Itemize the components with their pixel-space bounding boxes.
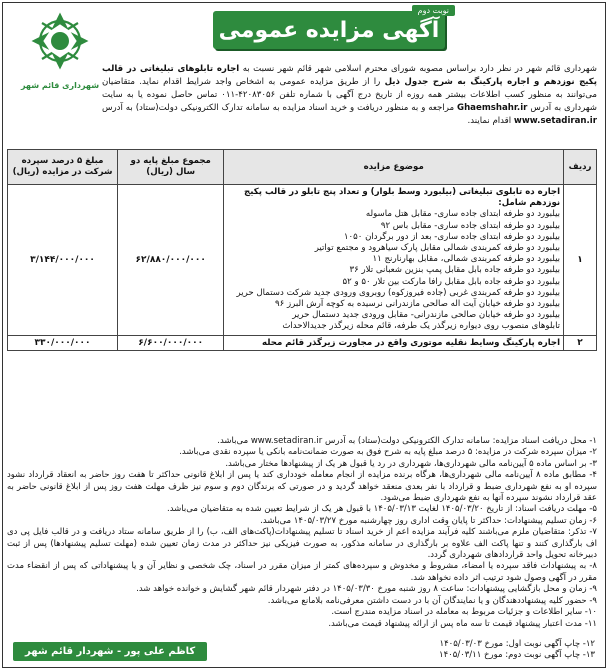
list-item: بیلبورد دو طرفه جاده بابل مقابل پمپ بنزین شعبانی تلار ۳۶: [349, 265, 561, 276]
list-item: ۱- محل دریافت اسناد مزایده: سامانه تدارک الکترونیکی دولت(ستاد) به آدرس www.setadiran.ir می‌باشد.: [217, 436, 597, 446]
list-item: ۵- مهلت دریافت اسناد: از تاریخ ۱۴۰۵/۰۳/۲۰ لغایت ۱۴۰۵/۰۳/۱۳ با قبول هر یک از شرایط تعیین شده به متقاضیان می‌باشد.: [167, 504, 597, 515]
header-subject: موضوع مزایده: [224, 150, 564, 185]
header-deposit: مبلغ ۵ درصد سپرده شرکت در مزایده (ریال): [8, 150, 118, 185]
row-number: ۲: [564, 335, 597, 350]
intro-text-1: شهرداری قائم شهر در نظر دارد براساس مصوبه شورای محترم اسلامی شهر قائم شهر نسبت به: [242, 64, 597, 74]
list-item: ۹- زمان و محل بازگشایی پیشنهادات: ساعت ۸ روز شنبه مورخ ۱۴۰۵/۰۳/۳۰ در دفتر شهردار قائم شهر گشایش و خوانده خواهد شد.: [136, 584, 597, 595]
website-link[interactable]: Ghaemshahr.ir: [457, 103, 528, 113]
list-item: ۶- زمان تسلیم پیشنهادات: حداکثر تا پایان وقت اداری روز چهارشنبه مورخ ۱۴۰۵/۰۳/۲۷ می‌باشد.: [260, 515, 597, 526]
list-item: ۹- حضور کلیه پیشنهاددهندگان و یا نمایندگان آن با در دست داشتن معرفی‌نامه بلامانع می‌باشد.: [267, 595, 597, 606]
list-item: بیلبورد دو طرفه جاده بابل مقابل رافا مارکت بین تلار ۵۰ و ۵۲: [342, 276, 561, 287]
header-row-number: ردیف: [564, 150, 597, 185]
row-subject: [224, 185, 564, 336]
row-number: ۱: [564, 185, 597, 336]
table-row: [8, 185, 597, 336]
auction-table: [7, 149, 597, 351]
row-deposit: ۳۳۰/۰۰۰/۰۰۰: [8, 335, 118, 350]
list-item: بیلبورد دو طرفه خیابان آیت اله صالحی مازندرانی نرسیده به کوچه آرش البرز ۹۶: [275, 299, 561, 310]
list-item: بیلبورد دو طرفه کمربندی شمالی، مقابل بهارنارنج ۱۱: [372, 254, 561, 265]
list-item: بیلبورد دو طرفه کمربندی شمالی مقابل پارک سیاهرود و مجتمع تواتیر: [314, 243, 561, 254]
row-base-amount: ۶۲/۸۸۰/۰۰۰/۰۰۰: [118, 185, 224, 336]
list-item: تابلوهای منصوب روی دیواره زیرگذر یک طرفه، قائم محله زیرگذر جدیدالاحداث: [282, 321, 561, 332]
list-item: بیلبورد دو طرفه کمربندی غربی (جاده فیروزکوه) روبروی ورودی جدید شرکت دستمال حریر: [236, 287, 561, 298]
notes-list: [7, 436, 597, 630]
table-header-row: [8, 150, 597, 185]
intro-bold: اجاره تابلوهای تبلیغاتی در قالب پکیج نوزدهم و اجاره پارکینگ به شرح جدول ذیل: [102, 64, 598, 87]
list-item: ۲- میزان سپرده شرکت در مزایده: ۵ درصد مبلغ پایه به شرح فوق به صورت ضمانت‌نامه بانکی یا سپرده نقدی می‌باشد.: [179, 447, 597, 458]
list-item: بیلبورد دو طرفه ابتدای جاده ساری- مقابل هتل ماسوله: [365, 209, 561, 220]
intro-paragraph: [102, 63, 597, 128]
header-base-amount: مجموع مبلغ پایه دو سال (ریال): [118, 150, 224, 185]
row-subject-title: اجاره ده تابلوی تبلیغاتی (بیلبورد وسط بلوار) و تعداد پنج تابلو در قالب پکیج نوزدهم شامل:: [244, 187, 561, 209]
second-publication-date: ۱۳- چاپ آگهی نوبت دوم: مورخ ۱۴۰۵/۰۳/۱۱: [439, 650, 595, 660]
first-publication-date: ۱۲- چاپ آگهی نوبت اول: مورخ ۱۴۰۵/۰۳/۰۳: [439, 639, 595, 649]
row-subject-title: اجاره پارکینگ وسایط نقلیه موتوری واقع در مجاورت زیرگذر قائم محله: [224, 335, 564, 350]
list-item: بیلبورد دو طرفه ابتدای جاده ساری- مقابل باس ۹۲: [380, 220, 561, 231]
intro-text-4: اقدام نمایند.: [467, 116, 512, 126]
list-item: بیلبورد دو طرفه ابتدای جاده ساری- بعد از دور برگردان ۱۰۵۰: [343, 231, 561, 242]
list-item: ۴- مطابق ماده ۸ آیین‌نامه مالی شهرداری‌ها، هرگاه برنده مزایده از انجام معامله خودداری کند یا پس از ابلاغ قانونی حداکثر تا هفت روز حاضر به انعقاد قرارداد نشود سپرده او به نفع شهرداری ضبط و قرارداد با نفر بعدی منعقد خواهد گردید و در صورتی که برندگان دوم و سوم نیز ظرف مهلت هفت روز پس از ابلاغ قانونی حاضر به عقد قرارداد نشوند سپرده آنها به نفع شهرداری ضبط می‌شود.: [7, 470, 597, 504]
intro-text-2: را از طریق مزایده عمومی به اشخاص واجد شرایط اقدام نماید. متقاضیان می‌توانند به منظور کسب اطلاعات بیشتر همه روزه از تاریخ درج آگهی با شماره تلفن ۴۲۰۸۳۰۵۶-۰۱۱ تماس حاصل نموده یا به سایت شهرداری به آدرس: [102, 77, 597, 113]
row-deposit: ۳/۱۴۴/۰۰۰/۰۰۰: [8, 185, 118, 336]
edition-tag: نوبت دوم: [412, 5, 455, 16]
publication-dates: [439, 639, 595, 661]
list-item: ۳- بر اساس ماده ۵ آیین‌نامه مالی شهرداری‌ها، شهرداری در رد یا قبول هر یک از پیشنهادها مختار می‌باشد.: [225, 458, 597, 469]
list-item: ۷- تذکر: متقاضیان ملزم می‌باشند کلیه فرآیند مزایده اعم از خرید اسناد تا تسلیم پیشنهادات(پاکت‌های الف، ب) را از طریق سامانه ستاد دریافت و در قالب فایل پی دی اف بارگذاری کنند و تنها پاکت الف علاوه بر بارگذاری در سامانه مذکور، به صورت فیزیکی نیز حداکثر در مدت زمان تعیین شده (مهلت تسلیم پیشنهادها) پس از ثبت دبیرخانه تحویل واحد قراردادهای شهرداری گردد.: [7, 527, 597, 561]
mayor-signature: کاظم علی پور - شهردار قائم شهر: [13, 642, 207, 661]
table-row: [8, 335, 597, 350]
auction-notice: [2, 2, 606, 668]
notice-title: آگهی مزایده عمومی: [213, 11, 445, 49]
municipality-logo: [15, 7, 105, 97]
setad-link[interactable]: www.setadiran.ir: [513, 116, 597, 126]
list-item: ۸- به پیشنهادات فاقد سپرده یا امضاء، مشروط و مخدوش و سپرده‌های کمتر از میزان مقرر در اسناد، چک شخصی و نظایر آن و یا پیشنهاداتی که پس از انقضاء مدت مقرر در آگهی وصول شود ترتیب اثر داده نخواهد شد.: [7, 561, 597, 583]
logo-caption: شهرداری قائم شهر: [20, 81, 100, 90]
row-base-amount: ۶/۶۰۰/۰۰۰/۰۰۰: [118, 335, 224, 350]
list-item: بیلبورد دو طرفه خیابان صالحی مازندرانی- مقابل ورودی جدید دستمال حریر: [292, 310, 561, 321]
list-item: ۱۱- مدت اعتبار پیشنهاد قیمت تا سه ماه پس از ارائه پیشنهاد قیمت می‌باشد.: [328, 618, 597, 629]
list-item: ۱۰- سایر اطلاعات و جزئیات مربوط به معامله در اسناد مزایده مندرج است.: [331, 607, 597, 618]
logo-emblem-icon: [25, 7, 95, 79]
intro-text-3: مراجعه و به منظور دریافت و خرید اسناد مزایده به سامانه تدارک الکترونیکی دولت(ستاد) به آدرس: [102, 103, 455, 113]
